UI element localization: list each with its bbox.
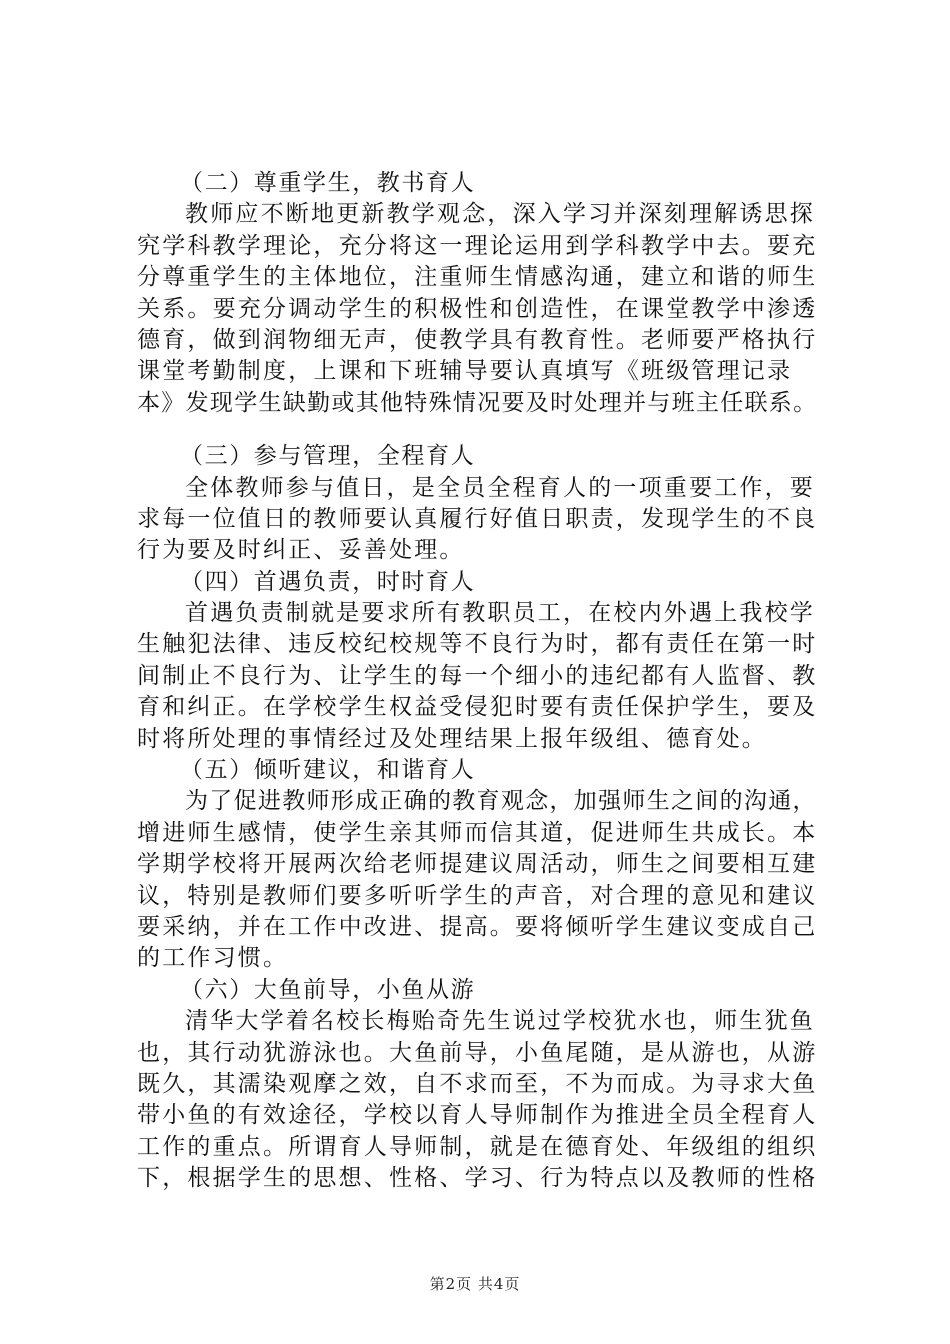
paragraph-line: 既久，其濡染观摩之效，自不求而至，不为而成。为寻求大鱼 — [137, 1070, 818, 1097]
paragraph-line: 议，特别是教师们要多听听学生的声音，对合理的意见和建议 — [137, 882, 818, 909]
paragraph-line: 的工作习惯。 — [137, 945, 289, 972]
paragraph-line: 育和纠正。在学校学生权益受侵犯时要有责任保护学生，要及 — [137, 694, 818, 721]
section-heading: （六）大鱼前导，小鱼从游 — [180, 976, 476, 1003]
page-number-footer: 第2页 共4页 — [429, 1275, 521, 1293]
paragraph-line: 间制止不良行为、让学生的每一个细小的违纪都有人监督、教 — [137, 662, 818, 689]
paragraph-line: 关系。要充分调动学生的积极性和创造性，在课堂教学中渗透 — [137, 295, 818, 322]
paragraph-line: 下，根据学生的思想、性格、学习、行为特点以及教师的性格 — [137, 1165, 818, 1192]
paragraph-line: 工作的重点。所谓育人导师制，就是在德育处、年级组的组织 — [137, 1133, 818, 1160]
paragraph-line: 分尊重学生的主体地位，注重师生情感沟通，建立和谐的师生 — [137, 264, 818, 291]
paragraph-line: 教师应不断地更新教学观念，深入学习并深刻理解诱思探 — [185, 201, 815, 228]
paragraph-line: 学期学校将开展两次给老师提建议周活动，师生之间要相互建 — [137, 851, 818, 878]
paragraph-line: 也，其行动犹游泳也。大鱼前导，小鱼尾随，是从游也，从游 — [137, 1039, 818, 1066]
paragraph-line: 生触犯法律、违反校纪校规等不良行为时，都有责任在第一时 — [137, 631, 818, 658]
paragraph-line: 德育，做到润物细无声，使教学具有教育性。老师要严格执行 — [137, 326, 818, 353]
section-heading: （四）首遇负责，时时育人 — [180, 568, 476, 595]
paragraph-line: 课堂考勤制度，上课和下班辅导要认真填写《班级管理记录 — [137, 358, 793, 385]
paragraph-line: 要采纳，并在工作中改进、提高。要将倾听学生建议变成自己 — [137, 913, 818, 940]
paragraph-line: 带小鱼的有效途径，学校以育人导师制作为推进全员全程育人 — [137, 1102, 818, 1129]
paragraph-line: 首遇负责制就是要求所有教职员工，在校内外遇上我校学 — [185, 600, 815, 627]
paragraph-gap — [137, 419, 837, 441]
section-heading: （二）尊重学生，教书育人 — [180, 170, 476, 196]
paragraph-line: 为了促进教师形成正确的教育观念，加强师生之间的沟通， — [185, 788, 817, 815]
paragraph-line: 增进师生感情，使学生亲其师而信其道，促进师生共成长。本 — [137, 819, 818, 846]
paragraph-line: 究学科教学理论，充分将这一理论运用到学科教学中去。要充 — [137, 232, 818, 259]
section-heading: （三）参与管理，全程育人 — [180, 443, 476, 470]
document-body — [137, 168, 837, 1195]
paragraph-line: 行为要及时纠正、妥善处理。 — [137, 537, 465, 564]
paragraph-line: 求每一位值日的教师要认真履行好值日职责，发现学生的不良 — [137, 505, 818, 532]
paragraph-line: 本》发现学生缺勤或其他特殊情况要及时处理并与班主任联系。 — [137, 389, 818, 416]
paragraph-line: 全体教师参与值日，是全员全程育人的一项重要工作，要 — [185, 474, 815, 501]
paragraph-line: 清华大学着名校长梅贻奇先生说过学校犹水也，师生犹鱼 — [185, 1008, 815, 1035]
paragraph-line: 时将所处理的事情经过及处理结果上报年级组、德育处。 — [137, 725, 767, 752]
section-heading: （五）倾听建议，和谐育人 — [180, 757, 476, 784]
